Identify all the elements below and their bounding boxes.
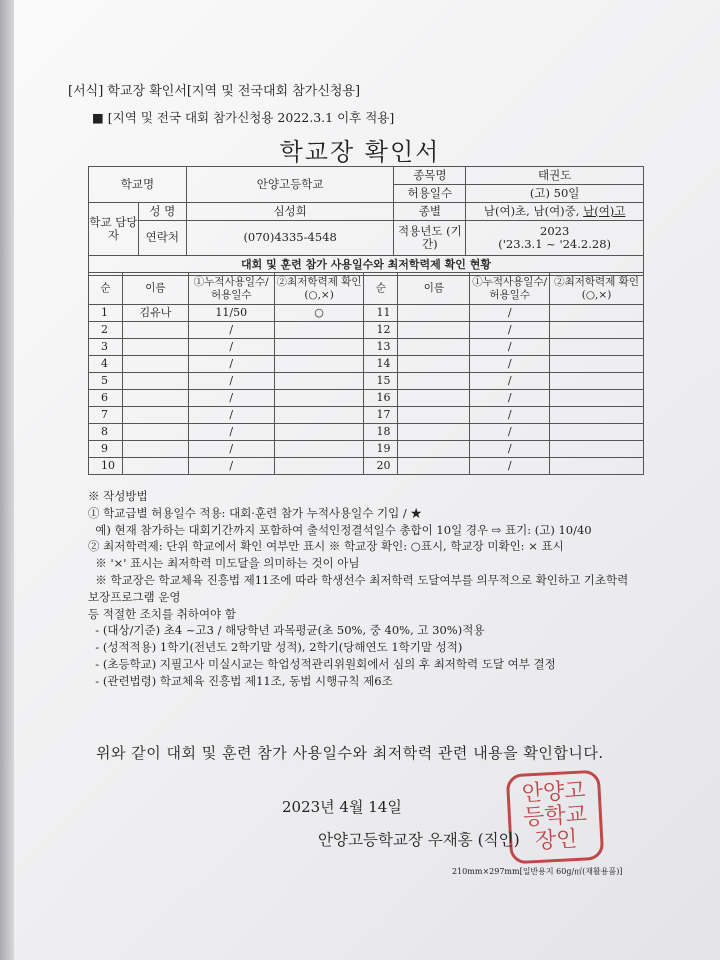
document-title: 학교장 확인서 bbox=[279, 138, 441, 166]
instruction-line: ② 최저학력제: 단위 학교에서 확인 여부만 표시 ※ 학교장 확인: ○표시, 학교장 미확인: × 표시 bbox=[88, 539, 564, 554]
section-title: 대회 및 훈련 참가 사용일수와 최저학력제 확인 현황 bbox=[89, 256, 644, 276]
row-min-check: ○ bbox=[274, 305, 364, 322]
row-name bbox=[398, 322, 470, 339]
row-number: 11 bbox=[364, 305, 398, 322]
row-number: 16 bbox=[364, 390, 398, 407]
type-selected: 남(여)고 bbox=[583, 203, 626, 218]
row-number: 17 bbox=[364, 407, 398, 424]
instruction-line: 보장프로그램 운영 bbox=[88, 589, 181, 604]
participation-table bbox=[88, 272, 644, 475]
instruction-line: ① 학교급별 허용일수 적용: 대회·훈련 참가 누적사용일수 기입 / ★ bbox=[88, 505, 422, 520]
row-number: 15 bbox=[364, 373, 398, 390]
row-min-check bbox=[274, 322, 364, 339]
row-min-check bbox=[274, 458, 364, 475]
row-days: / bbox=[188, 356, 274, 373]
row-number: 8 bbox=[89, 424, 123, 441]
manager-label: 학교 담당자 bbox=[89, 203, 139, 256]
school-value: 안양고등학교 bbox=[186, 167, 394, 203]
row-name bbox=[122, 322, 188, 339]
row-number: 19 bbox=[364, 441, 398, 458]
row-name bbox=[398, 356, 470, 373]
table-row bbox=[89, 356, 644, 373]
table-row bbox=[89, 339, 644, 356]
table-row bbox=[89, 390, 644, 407]
row-number: 4 bbox=[89, 356, 123, 373]
row-days: / bbox=[470, 305, 550, 322]
row-name bbox=[122, 390, 188, 407]
row-days: / bbox=[188, 458, 274, 475]
row-min-check bbox=[550, 424, 644, 441]
instruction-line: - (성적적용) 1학기(전년도 2학기말 성적), 2학기(당해연도 1학기말 성적) bbox=[88, 640, 463, 655]
table-row bbox=[89, 441, 644, 458]
row-days: / bbox=[470, 441, 550, 458]
instruction-line: 예) 현재 참가하는 대회기간까지 포함하여 출석인정결석일수 총합이 10일 경우 ⇨ 표기: (고) 10/40 bbox=[88, 522, 592, 537]
row-days: / bbox=[188, 407, 274, 424]
period-value bbox=[466, 221, 644, 256]
principal-signature: 안양고등학교장 우재홍 (직인) bbox=[318, 831, 520, 849]
confirmation-text: 위와 같이 대회 및 훈련 참가 사용일수와 최저학력 관련 내용을 확인합니다. bbox=[96, 744, 604, 762]
row-number: 1 bbox=[89, 305, 123, 322]
row-days: / bbox=[188, 424, 274, 441]
contact-value: (070)4335-4548 bbox=[186, 221, 394, 256]
row-name bbox=[398, 390, 470, 407]
instruction-line: ※ 학교장은 학교체육 진흥법 제11조에 따라 학생선수 최저학력 도달여부를 의무적으로 확인하고 기초학력 bbox=[88, 572, 629, 587]
subheading: ■ [지역 및 전국 대회 참가신청용 2022.3.1 이후 적용] bbox=[92, 110, 395, 125]
allowed-days-value: (고) 50일 bbox=[466, 185, 644, 203]
row-name bbox=[122, 373, 188, 390]
instruction-line: - (초등학교) 지필고사 미실시교는 학업성적관리위원회에서 심의 후 최저학력 도달 여부 결정 bbox=[88, 656, 556, 671]
period-year: 2023 bbox=[540, 223, 570, 238]
row-min-check bbox=[550, 339, 644, 356]
row-name bbox=[122, 441, 188, 458]
row-name bbox=[398, 441, 470, 458]
row-min-check bbox=[274, 441, 364, 458]
row-min-check bbox=[550, 441, 644, 458]
header-min: ②최저학력제 확인(○,×) bbox=[274, 273, 364, 305]
official-seal-icon bbox=[506, 770, 605, 865]
period-range: ('23.3.1 ~ '24.2.28) bbox=[498, 237, 611, 251]
row-min-check bbox=[550, 407, 644, 424]
row-days: / bbox=[470, 424, 550, 441]
row-name bbox=[398, 305, 470, 322]
allowed-days-label: 허용일수 bbox=[394, 185, 466, 203]
instruction-line: ※ '×' 표시는 최저학력 미도달을 의미하는 것이 아님 bbox=[88, 556, 360, 571]
table-row bbox=[89, 373, 644, 390]
row-min-check bbox=[274, 356, 364, 373]
header-no: 순 bbox=[89, 273, 123, 305]
school-label: 학교명 bbox=[89, 167, 187, 203]
type-label: 종별 bbox=[394, 203, 466, 221]
row-days: / bbox=[470, 322, 550, 339]
event-value: 태권도 bbox=[466, 167, 644, 185]
instruction-line: 등 적절한 조치를 취하여야 함 bbox=[88, 606, 236, 621]
type-options: 남(여)초, 남(여)중, bbox=[483, 203, 584, 218]
row-number: 3 bbox=[89, 339, 123, 356]
row-days: / bbox=[470, 458, 550, 475]
row-days: / bbox=[188, 373, 274, 390]
row-number: 18 bbox=[364, 424, 398, 441]
row-name: 김유나 bbox=[122, 305, 188, 322]
row-min-check bbox=[550, 373, 644, 390]
header-no: 순 bbox=[364, 273, 398, 305]
header-name: 이름 bbox=[398, 273, 470, 305]
row-min-check bbox=[550, 390, 644, 407]
row-min-check bbox=[274, 390, 364, 407]
name-label: 성 명 bbox=[138, 203, 186, 221]
row-min-check bbox=[274, 407, 364, 424]
instructions bbox=[88, 488, 668, 690]
row-days: / bbox=[188, 339, 274, 356]
issue-date: 2023년 4월 14일 bbox=[282, 798, 402, 816]
row-name bbox=[122, 356, 188, 373]
row-number: 2 bbox=[89, 322, 123, 339]
instruction-line: - (대상/기준) 초4 ~고3 / 해당학년 과목평균(초 50%, 중 40%, 고 30%)적용 bbox=[88, 623, 485, 638]
period-label: 적용년도 (기간) bbox=[394, 221, 466, 256]
table-row bbox=[89, 322, 644, 339]
type-value bbox=[466, 203, 644, 221]
row-days: / bbox=[188, 390, 274, 407]
event-label: 종목명 bbox=[394, 167, 466, 185]
row-min-check bbox=[274, 339, 364, 356]
row-days: / bbox=[470, 373, 550, 390]
row-number: 20 bbox=[364, 458, 398, 475]
row-number: 13 bbox=[364, 339, 398, 356]
name-value: 심성희 bbox=[186, 203, 394, 221]
row-days: / bbox=[470, 390, 550, 407]
table-row bbox=[89, 407, 644, 424]
seal-lettering: 안양고등학교장인 bbox=[521, 778, 588, 855]
row-number: 9 bbox=[89, 441, 123, 458]
row-min-check bbox=[550, 458, 644, 475]
form-label: [서식] 학교장 확인서[지역 및 전국대회 참가신청용] bbox=[68, 84, 361, 99]
row-name bbox=[398, 407, 470, 424]
row-number: 6 bbox=[89, 390, 123, 407]
row-number: 7 bbox=[89, 407, 123, 424]
instruction-line: - (관련법령) 학교체육 진흥법 제11조, 동법 시행규칙 제6조 bbox=[88, 673, 393, 688]
row-min-check bbox=[274, 373, 364, 390]
instruction-line: ※ 작성방법 bbox=[88, 489, 148, 503]
table-row bbox=[89, 424, 644, 441]
row-number: 14 bbox=[364, 356, 398, 373]
row-days: / bbox=[470, 407, 550, 424]
row-name bbox=[398, 424, 470, 441]
row-days: / bbox=[470, 356, 550, 373]
contact-label: 연락처 bbox=[138, 221, 186, 256]
row-name bbox=[122, 339, 188, 356]
row-min-check bbox=[550, 356, 644, 373]
row-name bbox=[398, 339, 470, 356]
row-min-check bbox=[550, 305, 644, 322]
header-name: 이름 bbox=[122, 273, 188, 305]
school-info-table bbox=[88, 166, 644, 256]
row-days: / bbox=[188, 441, 274, 458]
row-name bbox=[398, 458, 470, 475]
row-number: 10 bbox=[89, 458, 123, 475]
table-row bbox=[89, 458, 644, 475]
header-days: ①누적사용일수/허용일수 bbox=[470, 273, 550, 305]
row-days: / bbox=[188, 322, 274, 339]
row-name bbox=[122, 407, 188, 424]
row-number: 5 bbox=[89, 373, 123, 390]
table-row bbox=[89, 305, 644, 322]
header-min: ②최저학력제 확인(○,×) bbox=[550, 273, 644, 305]
paper-spec: 210mm×297mm[일반용지 60g/㎡(재활용품)] bbox=[452, 867, 623, 876]
row-days: 11/50 bbox=[188, 305, 274, 322]
row-min-check bbox=[550, 322, 644, 339]
row-name bbox=[398, 373, 470, 390]
row-days: / bbox=[470, 339, 550, 356]
row-name bbox=[122, 424, 188, 441]
row-name bbox=[122, 458, 188, 475]
row-number: 12 bbox=[364, 322, 398, 339]
row-min-check bbox=[274, 424, 364, 441]
header-days: ①누적사용일수/허용일수 bbox=[188, 273, 274, 305]
